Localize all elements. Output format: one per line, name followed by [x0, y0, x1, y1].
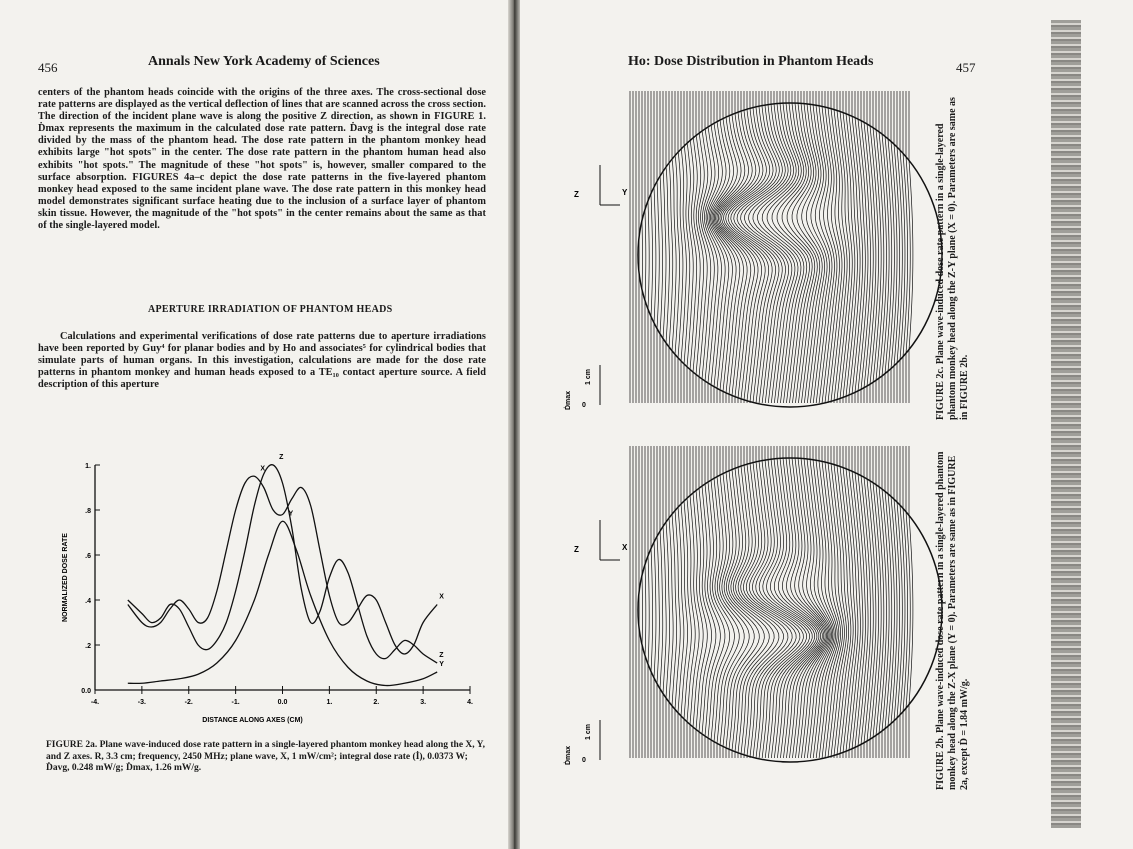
series-end-label-x: X — [439, 593, 444, 601]
running-head-right: Ho: Dose Distribution in Phantom Heads — [628, 54, 874, 69]
figure-2c-caption: FIGURE 2c. Plane wave-induced dose rate pattern in a single-layered phantom monkey head along the Z-Y plane (X = 0). Parameters are same as in FIGURE 2b. — [935, 97, 970, 420]
scan-line — [654, 446, 656, 758]
scale-zero-label: 0 — [582, 402, 586, 409]
figure-2a-caption: FIGURE 2a. Plane wave-induced dose rate pattern in a single-layered phantom monkey head along the X, Y, and Z axes. R, 3.3 cm; frequency, 2450 MHz; plane wave, X, 1 mW/cm²; integral dose rate (İ), 0.0373 W; Ḋavg, 0.248 mW/g; Ḋmax, 1.26 mW/g. — [46, 740, 486, 773]
series-label-y: Y — [288, 510, 294, 518]
scan-line — [749, 446, 800, 758]
scan-line — [645, 91, 646, 403]
scan-line — [651, 91, 653, 403]
scan-line — [909, 446, 913, 758]
right-page — [520, 0, 1133, 849]
y-axis-label: NORMALIZED DOSE RATE — [62, 533, 69, 622]
scan-line — [746, 446, 796, 758]
scan-line — [906, 446, 910, 758]
y-tick-label: 0.0 — [81, 688, 91, 695]
scan-line — [654, 91, 656, 403]
series-label-z: Z — [279, 454, 284, 461]
figure-2c-plot — [565, 85, 925, 410]
scan-line — [724, 446, 754, 758]
scan-line — [645, 446, 646, 758]
scan-line — [728, 91, 772, 403]
scan-line — [657, 446, 659, 758]
x-tick-label: -1. — [231, 699, 240, 706]
axis-label-horizontal: Y — [622, 188, 628, 197]
scan-line — [734, 91, 779, 403]
x-tick-label: 2. — [373, 699, 380, 706]
running-head-left: Annals New York Academy of Sciences — [148, 54, 380, 69]
body-paragraph-2 — [38, 331, 486, 391]
y-tick-label: .8 — [85, 508, 91, 515]
scan-line — [651, 446, 653, 758]
series-label-x: X — [260, 465, 266, 473]
series-line-x — [128, 476, 437, 654]
left-page — [0, 0, 510, 849]
scan-line — [909, 91, 913, 403]
axis-label-horizontal: X — [622, 543, 628, 552]
axis-label-z: Z — [574, 545, 579, 554]
figure-2b-caption: FIGURE 2b. Plane wave-induced dose rate pattern in a single-layered phantom monkey head along the Z-X plane (Y = 0). Parameters are same as in FIGURE 2a, except Ḋ = 1.84 mW/g. — [935, 451, 970, 790]
book-gutter — [508, 0, 520, 849]
scan-line — [660, 91, 663, 403]
x-tick-label: 4. — [467, 699, 473, 706]
scan-line — [657, 91, 659, 403]
scan-line — [660, 446, 663, 758]
x-tick-label: -2. — [184, 699, 193, 706]
x-tick-label: -4. — [90, 699, 100, 706]
scan-line — [663, 91, 666, 403]
scale-zero-label: 0 — [582, 757, 586, 764]
scan-line — [648, 91, 649, 403]
page-number-left: 456 — [38, 60, 58, 75]
series-end-label-y: Y — [439, 661, 444, 668]
x-tick-label: 3. — [420, 699, 427, 706]
x-tick-label: -3. — [137, 699, 146, 706]
series-line-z — [128, 465, 437, 663]
scale-label: 1 cm — [585, 369, 592, 385]
y-tick-label: .4 — [85, 598, 91, 605]
axis-label-z: Z — [574, 190, 579, 199]
paragraph-text-1: centers of the phantom heads coincide with the origins of the three axes. The cross-sectional dose rate patterns are displayed as the vertical deflection of lines that are scanned across the cross section. The direction of the incident plane wave is along the positive Z direction, as shown in FIGURE 1. Ḋmax represents the maximum in the calculated dose rate pattern. Ḋavg is the integral dose rate divided by the mass of the phantom head. The dose rate pattern in the phantom monkey head exhibits large "hot spots" in the center. The dose rate pattern in the phantom human head also exhibits "hot spots." The magnitude of these "hot spots" is, however, smaller compared to the surface absorption. FIGURES 4a–c depict the dose rate patterns in the five-layered phantom monkey head exposed to the same incident plane wave. The dose rate pattern in this monkey head model demonstrates significant surface heating due to the inclusion of a surface layer of phantom skin tissue. However, the magnitude of the "hot spots" in the center remains about the same as that of the single-layered model. — [38, 87, 486, 232]
body-paragraph-1 — [38, 87, 486, 232]
y-tick-label: .2 — [85, 643, 91, 650]
dmax-label: Ḋmax — [565, 745, 572, 765]
y-tick-label: 1. — [85, 463, 91, 470]
x-axis-label: DISTANCE ALONG AXES (CM) — [202, 717, 303, 724]
scan-line — [669, 446, 673, 758]
scan-line — [701, 91, 711, 403]
x-tick-label: 1. — [326, 699, 333, 706]
page-edge-strip — [1051, 20, 1081, 828]
scan-line — [810, 446, 834, 758]
page-number-right: 457 — [956, 60, 976, 75]
paragraph-text-2: Calculations and experimental verifications of dose rate patterns due to aperture irradiations have been reported by Guy⁴ for planar bodies and by Ho and associates⁵ for cylindrical bodies that simulate parts of human organs. In this investigation, calculations are made for the dose rate patterns in phantom monkey and human heads exposed to a TE₁₀ contact aperture source. A field description of this aperture — [38, 331, 486, 391]
x-tick-label: 0.0 — [277, 699, 288, 706]
dmax-label: Ḋmax — [565, 390, 572, 410]
series-end-label-z: Z — [439, 652, 444, 659]
scan-line — [906, 91, 910, 403]
figure-2a-chart — [30, 440, 490, 740]
scan-line — [743, 446, 792, 758]
scan-line — [648, 446, 649, 758]
scan-line — [726, 91, 769, 403]
y-tick-label: .6 — [85, 553, 91, 560]
figure-2b-plot — [565, 440, 925, 765]
section-heading: APERTURE IRRADIATION OF PHANTOM HEADS — [148, 304, 393, 315]
scale-label: 1 cm — [585, 724, 592, 740]
